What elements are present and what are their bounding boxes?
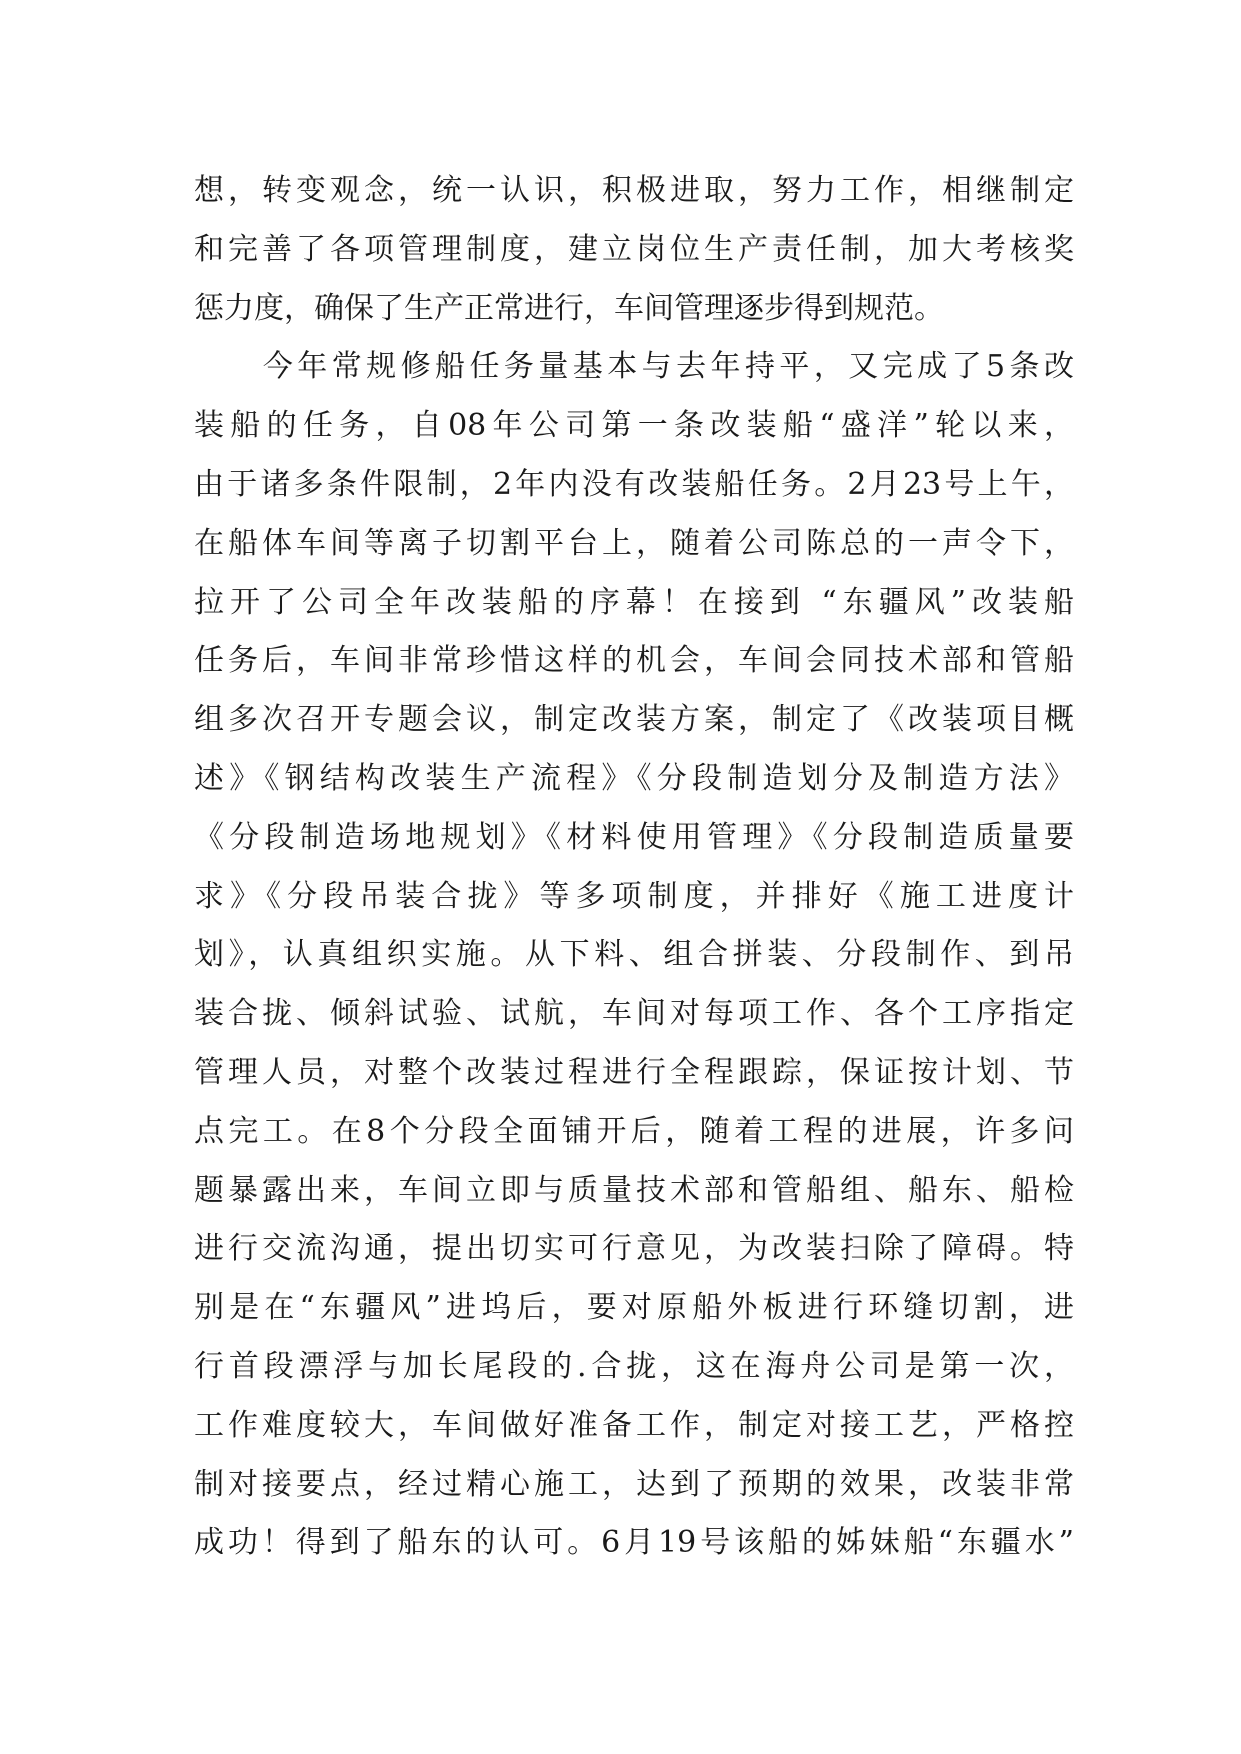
- text-line: 行首段漂浮与加长尾段的.合拢，这在海舟公司是第一次，: [194, 1348, 1074, 1384]
- text-line: 工作难度较大，车间做好准备工作，制定对接工艺，严格控: [194, 1407, 1074, 1443]
- text-line: 求》《分段吊装合拢》等多项制度，并排好《施工进度计: [194, 878, 1074, 914]
- text-line: 《分段制造场地规划》《材料使用管理》《分段制造质量要: [194, 819, 1074, 855]
- text-line: 述》《钢结构改装生产流程》《分段制造划分及制造方法》: [194, 760, 1074, 796]
- text-line: 由于诸多条件限制，2年内没有改装船任务。2月23号上午，: [194, 466, 1074, 502]
- text-line: 进行交流沟通，提出切实可行意见，为改装扫除了障碍。特: [194, 1231, 1074, 1267]
- text-line: 惩力度，确保了生产正常进行，车间管理逐步得到规范。: [194, 290, 944, 326]
- text-line: 管理人员，对整个改装过程进行全程跟踪，保证按计划、节: [194, 1054, 1074, 1090]
- text-line: 成功！得到了船东的认可。6月19号该船的姊妹船“东疆水”: [194, 1525, 1074, 1561]
- text-line: 和完善了各项管理制度，建立岗位生产责任制，加大考核奖: [194, 231, 1074, 267]
- text-line: 任务后，车间非常珍惜这样的机会，车间会同技术部和管船: [194, 643, 1074, 679]
- text-line: 制对接要点，经过精心施工，达到了预期的效果，改装非常: [194, 1466, 1074, 1502]
- body-text: [194, 162, 1074, 1573]
- text-line: 组多次召开专题会议，制定改装方案，制定了《改装项目概: [194, 702, 1074, 738]
- text-line: 装船的任务，自08年公司第一条改装船“盛洋”轮以来，: [194, 408, 1074, 444]
- text-line: 别是在“东疆风”进坞后，要对原船外板进行环缝切割，进: [194, 1290, 1074, 1326]
- text-line: 划》，认真组织实施。从下料、组合拼装、分段制作、到吊: [194, 937, 1074, 973]
- text-line: 点完工。在8个分段全面铺开后，随着工程的进展，许多问: [194, 1113, 1074, 1149]
- text-line: 装合拢、倾斜试验、试航，车间对每项工作、各个工序指定: [194, 996, 1074, 1032]
- text-line: 在船体车间等离子切割平台上，随着公司陈总的一声令下，: [194, 525, 1074, 561]
- text-line: 拉开了公司全年改装船的序幕！在接到 “东疆风”改装船: [194, 584, 1074, 620]
- text-line: 想，转变观念，统一认识，积极进取，努力工作，相继制定: [194, 173, 1074, 208]
- text-line: 题暴露出来，车间立即与质量技术部和管船组、船东、船检: [194, 1172, 1074, 1208]
- text-line: 今年常规修船任务量基本与去年持平，又完成了5条改: [194, 349, 1074, 385]
